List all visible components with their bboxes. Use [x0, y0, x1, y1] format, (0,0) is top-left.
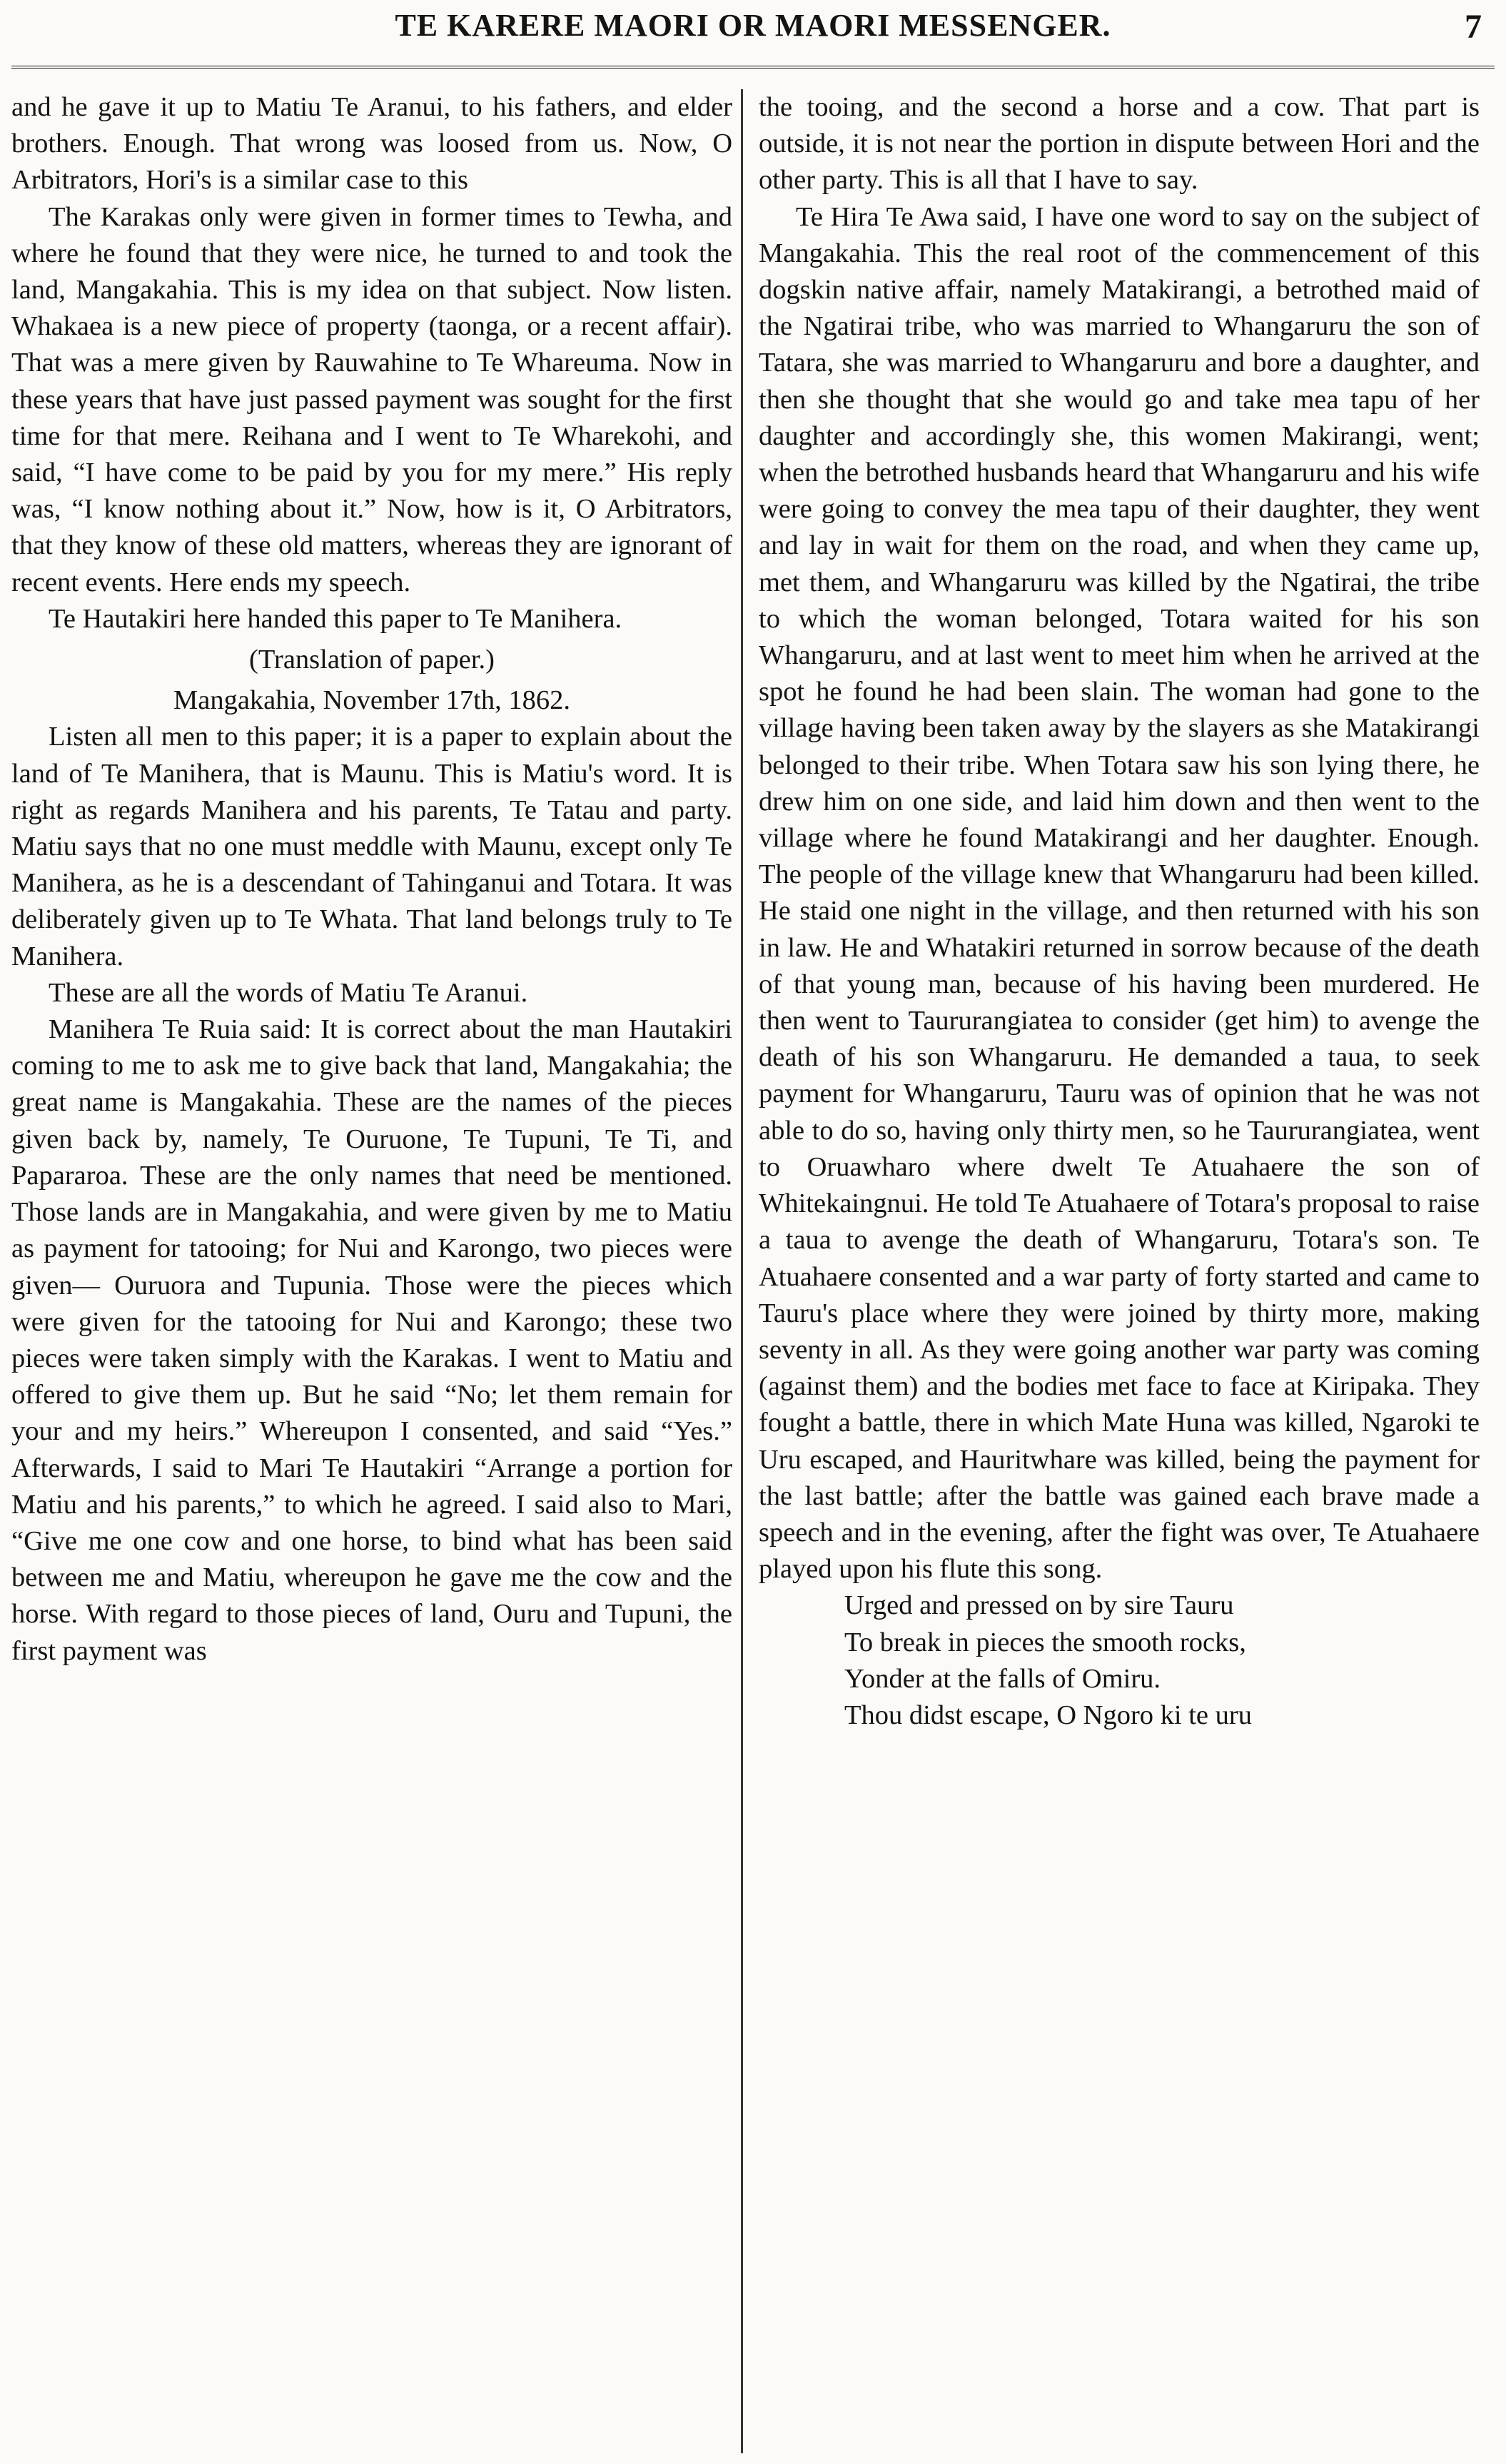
column-divider: [741, 89, 743, 2453]
verse-line: Urged and pressed on by sire Tauru: [844, 1590, 1234, 1621]
song-verse: [844, 1587, 1480, 1734]
verse-line: To break in pieces the smooth rocks,: [844, 1627, 1246, 1657]
header-rule: [11, 66, 1495, 69]
paragraph: Listen all men to this paper; it is a paper to explain about the land of Te Manihera, that is Maunu. This is Matiu's word. It is right as regards Manihera and his parents, Te Tatau and party. Matiu says that no one must meddle with Maunu, except only Te Manihera, as he is a descendant of Tahinganui and Totara. It was deliberately given up to Te Whata. That land belongs truly to Te Manihera.: [11, 722, 732, 971]
verse-line: Yonder at the falls of Omiru.: [844, 1663, 1161, 1694]
masthead-title: TE KARERE MAORI OR MAORI MESSENGER.: [395, 8, 1111, 43]
right-column: [759, 89, 1480, 1734]
paragraph: Manihera Te Ruia said: It is correct about the man Hautakiri coming to me to ask me to give back that land, Mangakahia; the great name is Mangakahia. These are the names of the pieces given back by, namely, Te Ouruone, Te Tupuni, Te Ti, and Papararoa. These are the only names that need be mentioned. Those lands are in Mangakahia, and were given by me to Matiu as payment for tatooing; for Nui and Karongo, two pieces were given— Ouruora and Tupunia. Those were the pieces which were given for the tatooing for Nui and Karongo; these two pieces were taken simply with the Karakas. I went to Matiu and offered to give them up. But he said “No; let them remain for your and my heirs.” Whereupon I consented, and said “Yes.” Afterwards, I said to Mari Te Hautakiri “Arrange a portion for Matiu and his parents,” to which he agreed. I said also to Mari, “Give me one cow and one horse, to bind what has been said between me and Matiu, whereupon he gave me the cow and the horse. With regard to those pieces of land, Ouru and Tupuni, the first payment was: [11, 1014, 732, 1666]
page-header: [0, 7, 1506, 57]
page-number: 7: [1465, 8, 1482, 46]
verse-line: Thou didst escape, O Ngoro ki te uru: [844, 1700, 1252, 1730]
paragraph: and he gave it up to Matiu Te Aranui, to his fathers, and elder brothers. Enough. That wrong was loosed from us. Now, O Arbitrators, Hori's is a similar case to this: [11, 92, 732, 196]
paragraph: the tooing, and the second a horse and a cow. That part is outside, it is not near the portion in dispute between Hori and the other party. This is all that I have to say.: [759, 92, 1480, 196]
paragraph: Te Hira Te Awa said, I have one word to say on the subject of Mangakahia. This the real root of the commencement of this dogskin native affair, namely Matakirangi, a betrothed maid of the Ngatirai tribe, who was married to Whangaruru the son of Tatara, she was married to Whangaruru and bore a daughter, and then she thought that she would go and take mea tapu of her daughter and accordingly she, this women Makirangi, went; when the betrothed husbands heard that Whangaruru and his wife were going to convey the mea tapu of their daughter, they went and lay in wait for them on the road, and when they came up, met them, and Whangaruru was killed by the Ngatirai, the tribe to which the woman belonged, Totara waited for his son Whangaruru, and at last went to meet him when he arrived at the spot he found he had been slain. The woman had gone to the village having been taken away by the slayers as she Matakirangi belonged to their tribe. When Totara saw his son lying there, he drew him on one side, and laid him down and then went to the village where he found Matakirangi and her daughter. Enough. The people of the village knew that Whangaruru had been killed. He staid one night in the village, and then returned with his son in law. He and Whatakiri returned in sorrow because of the death of that young man, because of his having been murdered. He then went to Taururangiatea to consider (get him) to avenge the death of his son Whangaruru. He demanded a taua, to seek payment for Whangaruru, Tauru was of opinion that he was not able to do so, having only thirty men, so he Taururangiatea, went to Oruawharo where dwelt Te Atuahaere the son of Whitekaingnui. He told Te Atuahaere of Totara's proposal to raise a taua to avenge the death of Whangaruru, Totara's son. Te Atuahaere consented and a war party of forty started and came to Tauru's place where they were joined by thirty more, making seventy in all. As they were going another war party was coming (against them) and the bodies met face to face at Kiripaka. They fought a battle, there in which Mate Huna was killed, Ngaroki te Uru escaped, and Hauritwhare was killed, being the payment for the last battle; after the battle was gained each brave made a speech and in the evening, after the fight was over, Te Atuahaere played upon his flute this song.: [759, 201, 1480, 1585]
paragraph: The Karakas only were given in former times to Tewha, and where he found that they were nice, he turned to and took the land, Mangakahia. This is my idea on that subject. Now listen. Whakaea is a new piece of property (taonga, or a recent affair). That was a mere given by Rauwahine to Te Whareuma. Now in these years that have just passed payment was sought for the first time for that mere. Reihana and I went to Te Wharekohi, and said, “I have come to be paid by you for my mere.” His reply was, “I know nothing about it.” Now, how is it, O Arbitrators, that they know of these old matters, whereas they are ignorant of recent events. Here ends my speech.: [11, 201, 732, 597]
paragraph: Te Hautakiri here handed this paper to Te Manihera.: [49, 603, 622, 634]
translation-heading: (Translation of paper.): [249, 645, 495, 675]
left-column: [11, 89, 732, 1670]
paragraph: These are all the words of Matiu Te Aranui.: [49, 977, 528, 1008]
letter-dateline: Mangakahia, November 17th, 1862.: [173, 685, 570, 716]
